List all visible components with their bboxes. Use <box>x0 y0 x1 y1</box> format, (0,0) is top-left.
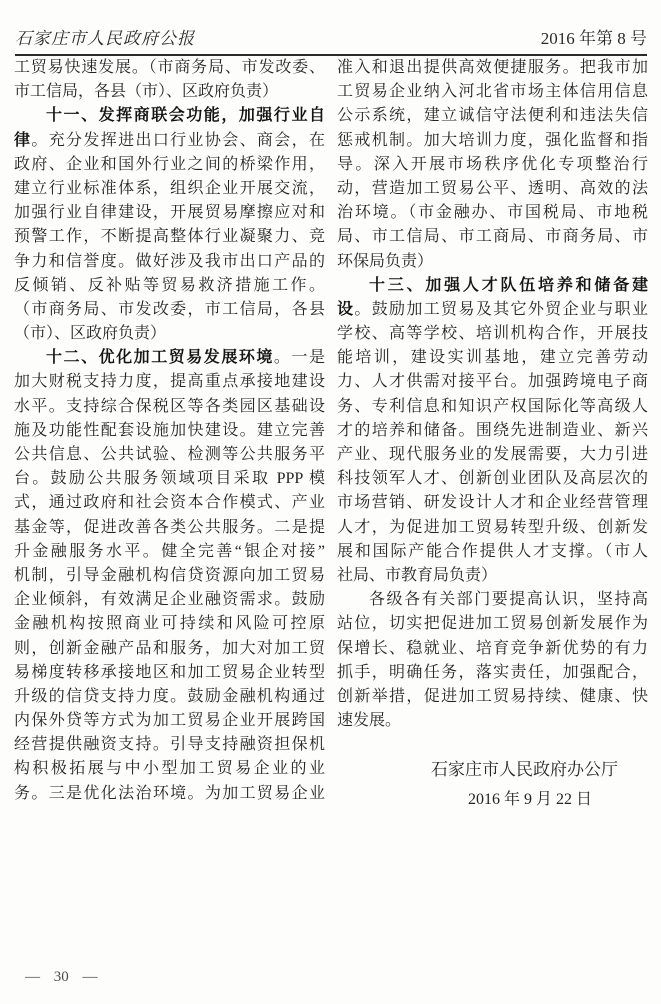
text-line <box>337 491 648 515</box>
body-text: 工贸易企业纳入河北省市场主体信用信息 <box>337 83 648 101</box>
signature-block <box>337 755 648 815</box>
text-line <box>14 443 325 467</box>
text-line <box>337 516 648 540</box>
text-line <box>14 177 325 201</box>
heading-text: 律 <box>14 131 32 149</box>
body-text: 环保局负责） <box>337 252 434 270</box>
text-line <box>14 298 325 322</box>
body-text: 企业倾斜，有效满足企业融资需求。鼓励 <box>14 591 325 609</box>
text-line <box>14 104 325 128</box>
body-text: 升金融服务水平。健全完善“银企对接” <box>14 542 325 560</box>
text-line <box>337 661 648 685</box>
text-line <box>14 540 325 564</box>
body-text: 市场营销、研发设计人才和企业经营管理 <box>337 494 648 512</box>
text-line <box>337 685 648 709</box>
text-line <box>14 757 325 781</box>
body-text: 市工信局，各县（市）、区政府负责） <box>14 83 279 101</box>
text-line <box>14 516 325 540</box>
text-line <box>14 370 325 394</box>
text-line <box>14 612 325 636</box>
body-text: 经营提供融资支持。引导支持融资担保机 <box>14 736 325 754</box>
text-line <box>14 709 325 733</box>
heading-text: 十二、优化加工贸易发展环境 <box>46 349 274 367</box>
left-column <box>14 56 325 815</box>
text-line <box>14 637 325 661</box>
text-line <box>337 177 648 201</box>
text-line <box>337 540 648 564</box>
text-line <box>337 153 648 177</box>
body-text: （市）、区政府负责） <box>14 325 167 343</box>
body-text: 各级各有关部门要提高认识，坚持高 <box>369 591 648 609</box>
text-line <box>337 709 648 733</box>
text-line <box>14 491 325 515</box>
page-header <box>15 24 647 56</box>
heading-text: 十三、加强人才队伍培养和储备建 <box>369 276 648 294</box>
body-text: 力、人才供需对接平台。加强跨境电子商 <box>337 373 648 391</box>
text-line <box>14 395 325 419</box>
body-text: 反倾销、反补贴等贸易救济措施工作。 <box>14 276 325 294</box>
heading-text: 设 <box>337 300 355 318</box>
text-line <box>337 637 648 661</box>
text-line <box>14 588 325 612</box>
text-line <box>14 733 325 757</box>
signature-date: 2016 年 9 月 22 日 <box>467 791 592 809</box>
body-text: 导。深入开展市场秩序优化专项整治行 <box>337 155 648 173</box>
text-line <box>337 274 648 298</box>
body-text: 准入和退出提供高效便捷服务。把我市加 <box>337 59 648 76</box>
publication-title: 石家庄市人民政府公报 <box>15 29 195 48</box>
text-line <box>14 56 325 80</box>
document-body <box>14 56 648 815</box>
body-text: 能培训，建设实训基地，建立完善劳动 <box>337 349 648 367</box>
text-line <box>337 298 648 322</box>
text-line <box>337 129 648 153</box>
body-text: 建立行业标准体系，组织企业开展交流， <box>14 179 325 197</box>
text-line <box>14 250 325 274</box>
text-line <box>337 395 648 419</box>
text-line <box>337 322 648 346</box>
text-line <box>14 782 325 806</box>
text-line <box>14 129 325 153</box>
text-line <box>337 467 648 491</box>
body-text: 预警工作，不断提高整体行业凝聚力、竞 <box>14 228 325 246</box>
body-text: 。一是 <box>273 349 325 367</box>
body-text: 惩戒机制。加大培训力度，强化监督和指 <box>337 131 648 149</box>
text-line <box>337 443 648 467</box>
body-text: 则，创新金融产品和服务，加大对加工贸 <box>14 639 325 657</box>
text-line <box>14 419 325 443</box>
body-text: 争力和信誉度。做好涉及我市出口产品的 <box>14 252 325 270</box>
body-text: 科技领军人才、创新创业团队及高层次的 <box>337 470 648 488</box>
body-text: 工贸易快速发展。（市商务局、市发改委、 <box>14 59 325 76</box>
heading-text: 十一、发挥商联会功能，加强行业自 <box>46 107 325 125</box>
body-text: 治环境。（市金融办、市国税局、市地税 <box>337 204 648 222</box>
text-line <box>14 201 325 225</box>
body-text: 务。三是优化法治环境。为加工贸易企业 <box>14 784 325 802</box>
body-text: 内保外贷等方式为加工贸易企业开展跨国 <box>14 712 325 730</box>
text-line <box>14 346 325 370</box>
body-text: （市商务局、市发改委，市工信局，各县 <box>14 300 325 318</box>
text-line <box>337 612 648 636</box>
text-line <box>337 250 648 274</box>
text-line <box>337 201 648 225</box>
body-text: 升级的信贷支持力度。鼓励金融机构通过 <box>14 687 325 705</box>
page-number: — 30 — <box>25 969 98 985</box>
signature-author: 石家庄市人民政府办公厅 <box>431 760 618 780</box>
body-text: 施及功能性配套设施加快建设。建立完善 <box>14 421 325 439</box>
body-text: 保增长、稳就业、培育竞争新优势的有力 <box>337 639 648 657</box>
text-line <box>337 104 648 128</box>
body-text: 局、市工信局、市工商局、市商务局、市 <box>337 228 648 246</box>
body-text: 产业、现代服务业的发展需要，大力引进 <box>337 446 648 463</box>
text-line <box>337 419 648 443</box>
text-line <box>14 467 325 491</box>
right-column <box>337 56 648 815</box>
text-line <box>14 661 325 685</box>
body-text: 金融机构按照商业可持续和风险可控原 <box>14 615 325 633</box>
body-text: 台。鼓励公共服务领域项目采取 PPP 模 <box>14 470 325 488</box>
body-text: 易梯度转移承接地区和加工贸易企业转型 <box>14 663 325 681</box>
text-line <box>14 274 325 298</box>
body-text: 展和国际产能合作提供人才支撑。（市人 <box>337 542 648 560</box>
body-text: 。充分发挥进出口行业协会、商会，在 <box>31 131 325 149</box>
body-text: 社局、市教育局负责） <box>337 566 498 584</box>
text-line <box>337 346 648 370</box>
body-text: 基金等，促进改善各类公共服务。二是提 <box>14 518 325 536</box>
body-text: 式，通过政府和社会资本合作模式、产业 <box>14 494 325 512</box>
text-line <box>337 588 648 612</box>
text-line <box>14 153 325 177</box>
body-text: 加大财税支持力度，提高重点承接地建设 <box>14 373 325 391</box>
body-text: 人才，为促进加工贸易转型升级、创新发 <box>337 518 648 536</box>
text-line <box>337 80 648 104</box>
body-text: 。鼓励加工贸易及其它外贸企业与职业 <box>354 300 648 318</box>
body-text: 公示系统，建立诚信守法便利和违法失信 <box>337 107 648 125</box>
body-text: 政府、企业和国外行业之间的桥梁作用， <box>14 155 325 173</box>
body-text: 站位，切实把促进加工贸易创新发展作为 <box>337 615 648 633</box>
text-line <box>14 80 325 104</box>
body-text: 创新举措，促进加工贸易持续、健康、快 <box>337 687 648 705</box>
issue-number: 2016 年第 8 号 <box>540 29 647 48</box>
text-line <box>14 225 325 249</box>
text-line <box>337 370 648 394</box>
text-line <box>337 56 648 80</box>
body-text: 务、专利信息和知识产权国际化等高级人 <box>337 397 648 415</box>
text-line <box>14 322 325 346</box>
body-text: 抓手，明确任务，落实责任，加强配合， <box>337 663 648 681</box>
text-line <box>14 685 325 709</box>
body-text: 速发展。 <box>337 712 402 730</box>
body-text: 学校、高等学校、培训机构合作，开展技 <box>337 325 648 343</box>
text-line <box>14 564 325 588</box>
body-text: 加强行业自律建设，开展贸易摩擦应对和 <box>14 204 325 222</box>
body-text: 公共信息、公共试验、检测等公共服务平 <box>14 446 325 463</box>
text-line <box>337 564 648 588</box>
body-text: 才的培养和储备。围绕先进制造业、新兴 <box>337 421 648 439</box>
text-line <box>337 225 648 249</box>
body-text: 机制，引导金融机构信贷资源向加工贸易 <box>14 566 325 584</box>
body-text: 水平。支持综合保税区等各类园区基础设 <box>14 397 325 415</box>
body-text: 动，营造加工贸易公平、透明、高效的法 <box>337 179 648 197</box>
body-text: 构积极拓展与中小型加工贸易企业的业 <box>14 760 325 778</box>
